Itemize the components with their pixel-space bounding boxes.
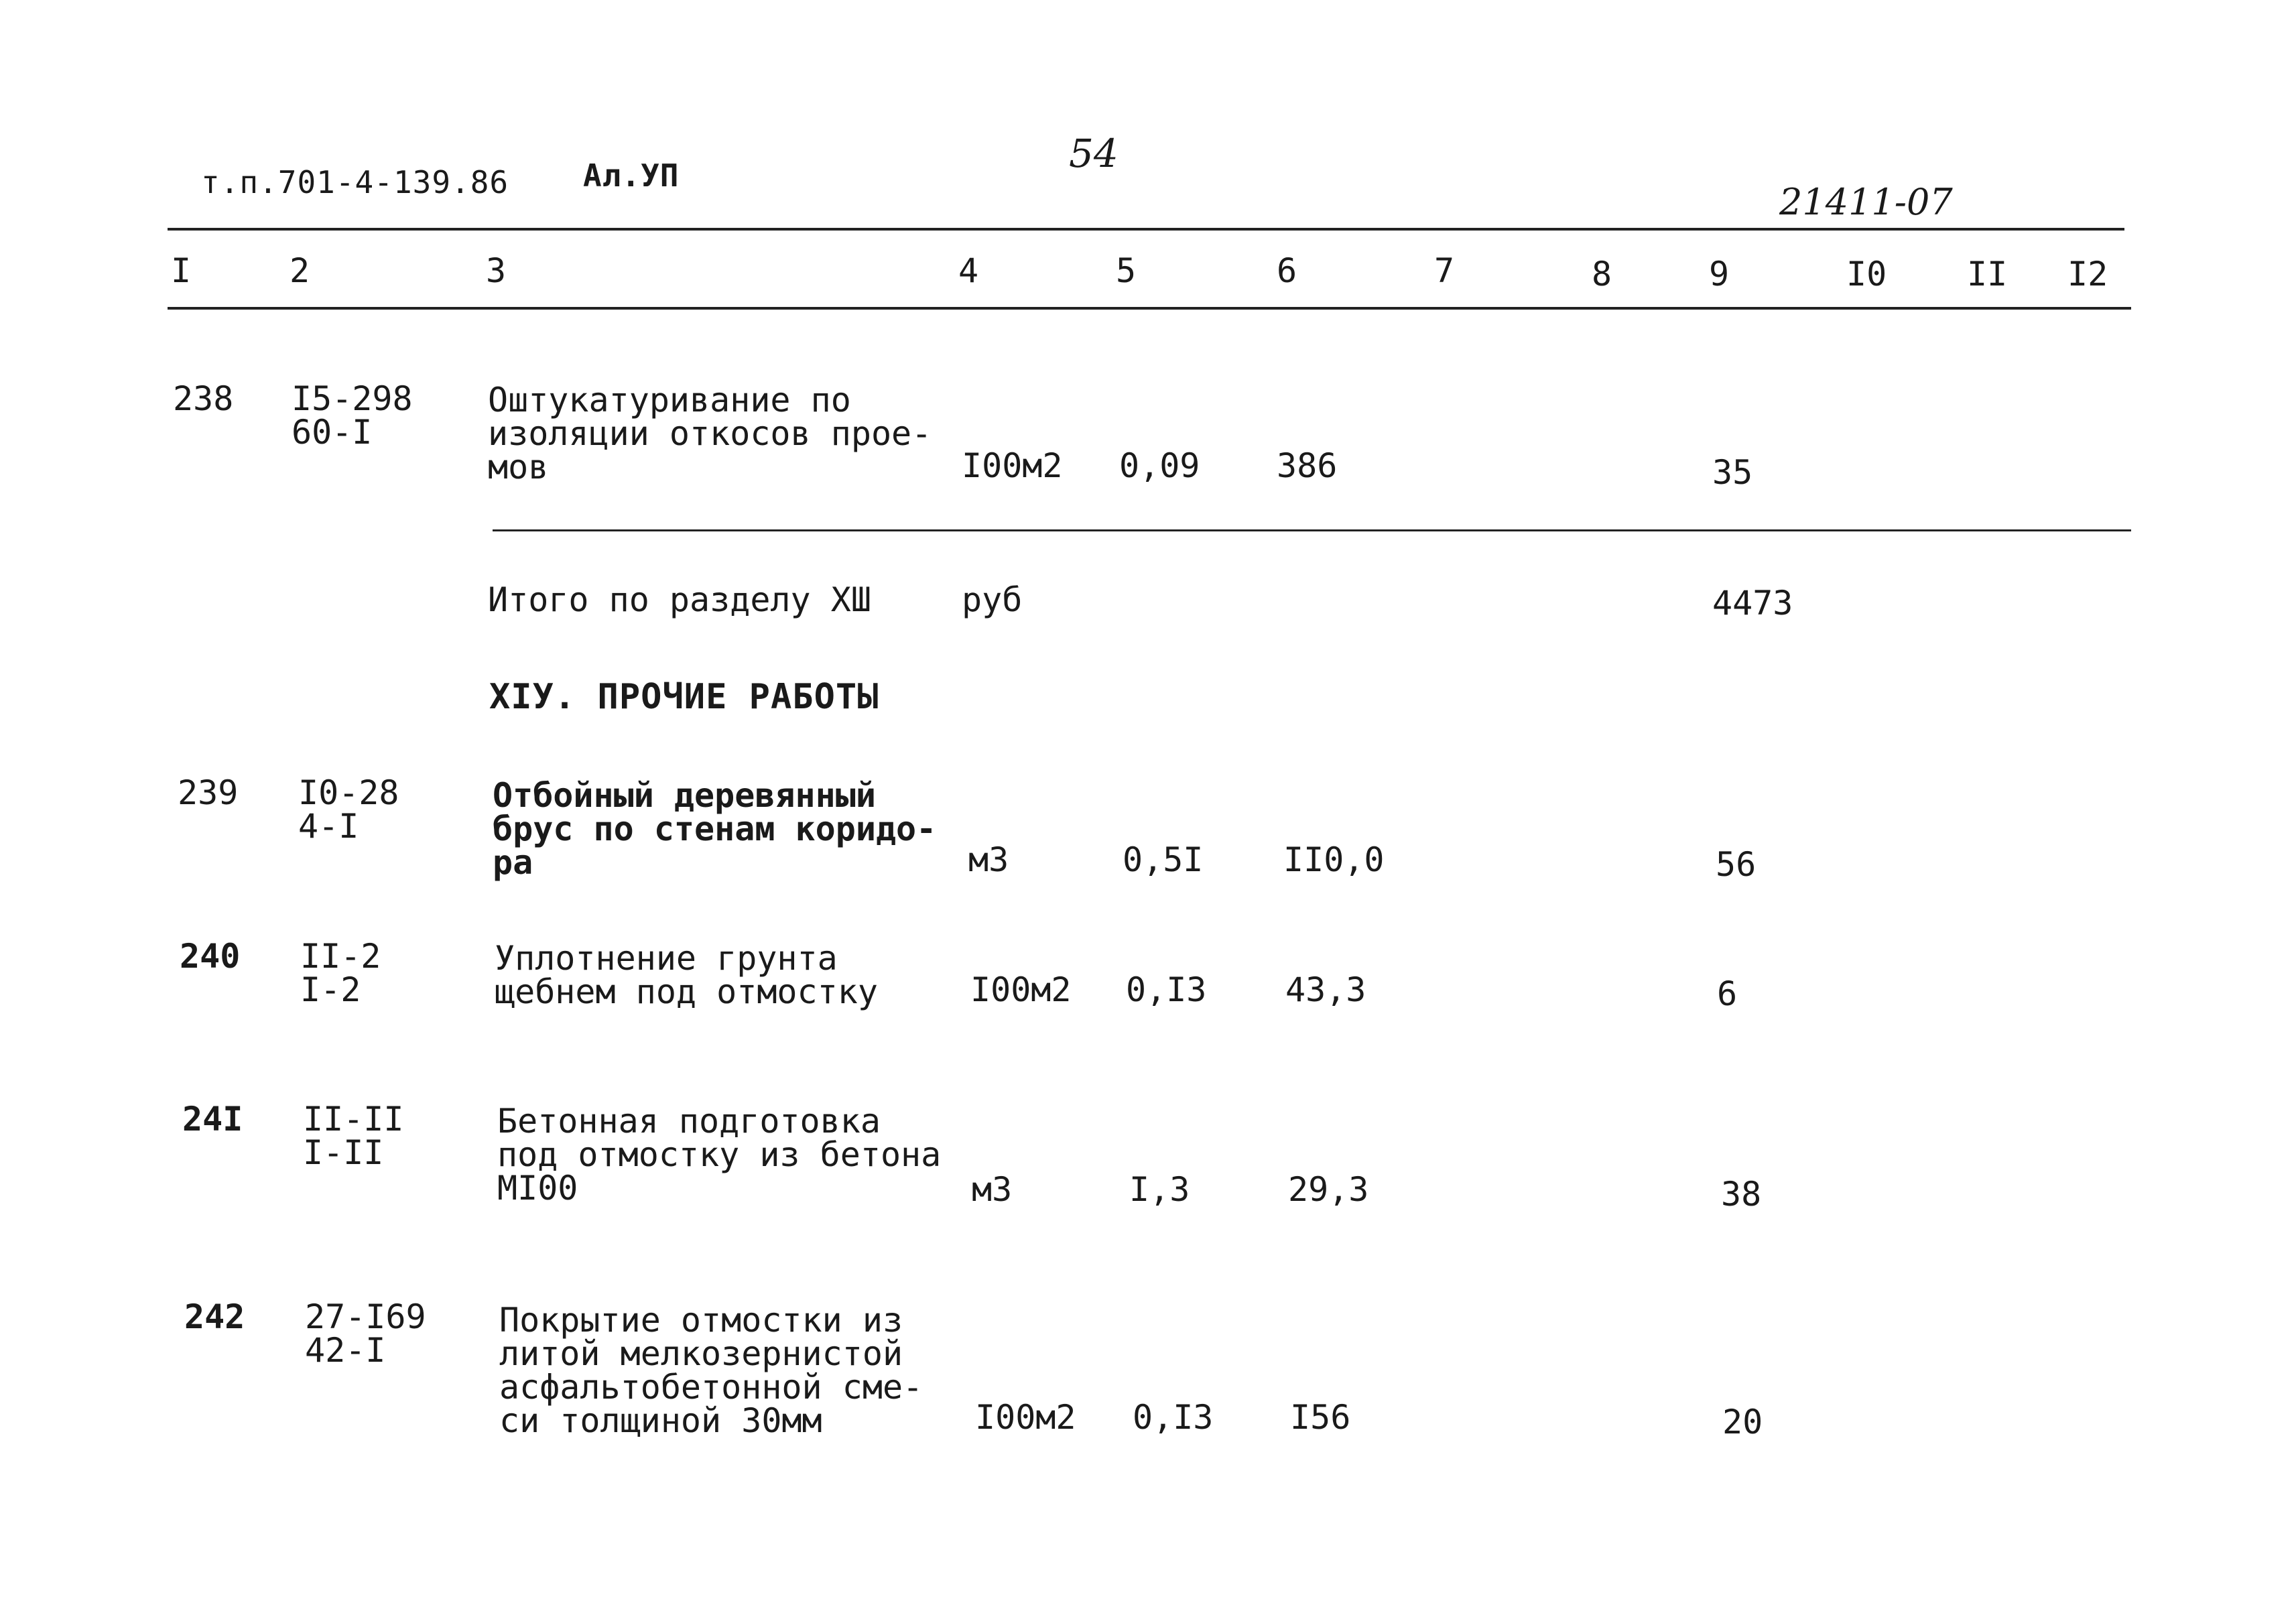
norm-code: I-2 bbox=[300, 970, 361, 1009]
section-total-unit: руб bbox=[962, 580, 1023, 619]
unit: I00м2 bbox=[962, 446, 1063, 485]
norm-code: I5-298 bbox=[292, 379, 413, 418]
unit: м3 bbox=[972, 1170, 1013, 1209]
work-description: брус по стенам коридо- bbox=[493, 810, 937, 848]
work-description: Уплотнение грунта bbox=[495, 939, 838, 978]
norm-code: I0-28 bbox=[298, 773, 399, 812]
document-code: т.п.701-4-139.86 bbox=[201, 164, 509, 200]
work-description: Бетонная подготовка bbox=[497, 1102, 881, 1141]
unit: I00м2 bbox=[970, 970, 1072, 1009]
quantity: 0,I3 bbox=[1126, 970, 1207, 1009]
row-number: 239 bbox=[178, 773, 239, 812]
total-cost: 56 bbox=[1716, 845, 1757, 884]
unit-price: II0,0 bbox=[1283, 840, 1385, 879]
work-description: ра bbox=[493, 843, 533, 882]
row-number: 24I bbox=[182, 1100, 243, 1139]
column-number: I0 bbox=[1846, 255, 1887, 294]
unit-price: 43,3 bbox=[1285, 970, 1366, 1009]
column-number: 6 bbox=[1277, 251, 1297, 290]
row-number: 242 bbox=[184, 1297, 245, 1336]
norm-code: II-2 bbox=[300, 937, 381, 976]
column-number: 4 bbox=[958, 251, 979, 290]
work-description: под отмостку из бетона bbox=[497, 1135, 942, 1174]
work-description: мов bbox=[488, 448, 549, 487]
column-number: I2 bbox=[2067, 255, 2108, 294]
unit-price: 29,3 bbox=[1288, 1170, 1369, 1209]
work-description: литой мелкозернистой bbox=[499, 1334, 903, 1373]
norm-code: I-II bbox=[303, 1133, 384, 1172]
column-number: I bbox=[171, 251, 192, 290]
row-number: 238 bbox=[173, 379, 234, 418]
unit: м3 bbox=[968, 840, 1009, 879]
column-number: 2 bbox=[290, 251, 310, 290]
row-number: 240 bbox=[180, 937, 241, 976]
quantity: 0,09 bbox=[1119, 446, 1200, 485]
quantity: I,3 bbox=[1129, 1170, 1190, 1209]
section-total-value: 4473 bbox=[1712, 584, 1793, 623]
section-heading: XIУ. ПРОЧИЕ РАБОТЫ bbox=[489, 677, 879, 717]
unit-price: I56 bbox=[1290, 1398, 1351, 1437]
archive-number: 21411-07 bbox=[1779, 181, 1953, 223]
quantity: 0,I3 bbox=[1133, 1398, 1214, 1437]
column-number: 5 bbox=[1116, 251, 1137, 290]
norm-code: 4-I bbox=[298, 807, 359, 846]
album-label: Ал.УП bbox=[583, 157, 680, 194]
work-description: изоляции откосов прое- bbox=[488, 414, 932, 453]
unit-price: 386 bbox=[1277, 446, 1338, 485]
header-bottom-rule bbox=[168, 307, 2131, 310]
unit: I00м2 bbox=[975, 1398, 1076, 1437]
table-top-rule bbox=[168, 228, 2124, 231]
section-total-label: Итого по разделу ХШ bbox=[488, 580, 871, 619]
work-description: щебнем под отмостку bbox=[495, 972, 878, 1011]
total-cost: 35 bbox=[1712, 453, 1753, 492]
work-description: Оштукатуривание по bbox=[488, 381, 851, 420]
total-cost: 6 bbox=[1717, 974, 1738, 1013]
norm-code: 60-I bbox=[292, 413, 373, 452]
column-number: II bbox=[1967, 255, 2008, 294]
work-description: Покрытие отмостки из bbox=[499, 1301, 903, 1340]
column-number: 9 bbox=[1709, 255, 1730, 294]
norm-code: 42-I bbox=[305, 1331, 386, 1370]
work-description: асфальтобетонной сме- bbox=[499, 1368, 923, 1407]
page-number: 54 bbox=[1069, 131, 1119, 176]
column-number: 3 bbox=[486, 251, 507, 290]
subtotal-rule bbox=[493, 529, 2131, 531]
total-cost: 38 bbox=[1721, 1175, 1762, 1214]
total-cost: 20 bbox=[1722, 1403, 1763, 1441]
column-number: 8 bbox=[1592, 255, 1612, 294]
norm-code: 27-I69 bbox=[305, 1297, 426, 1336]
quantity: 0,5I bbox=[1123, 840, 1204, 879]
norm-code: II-II bbox=[303, 1100, 404, 1139]
work-description: Отбойный деревянный bbox=[493, 776, 876, 815]
work-description: МI00 bbox=[497, 1169, 578, 1208]
work-description: си толщиной 30мм bbox=[499, 1401, 822, 1440]
column-number: 7 bbox=[1434, 251, 1455, 290]
